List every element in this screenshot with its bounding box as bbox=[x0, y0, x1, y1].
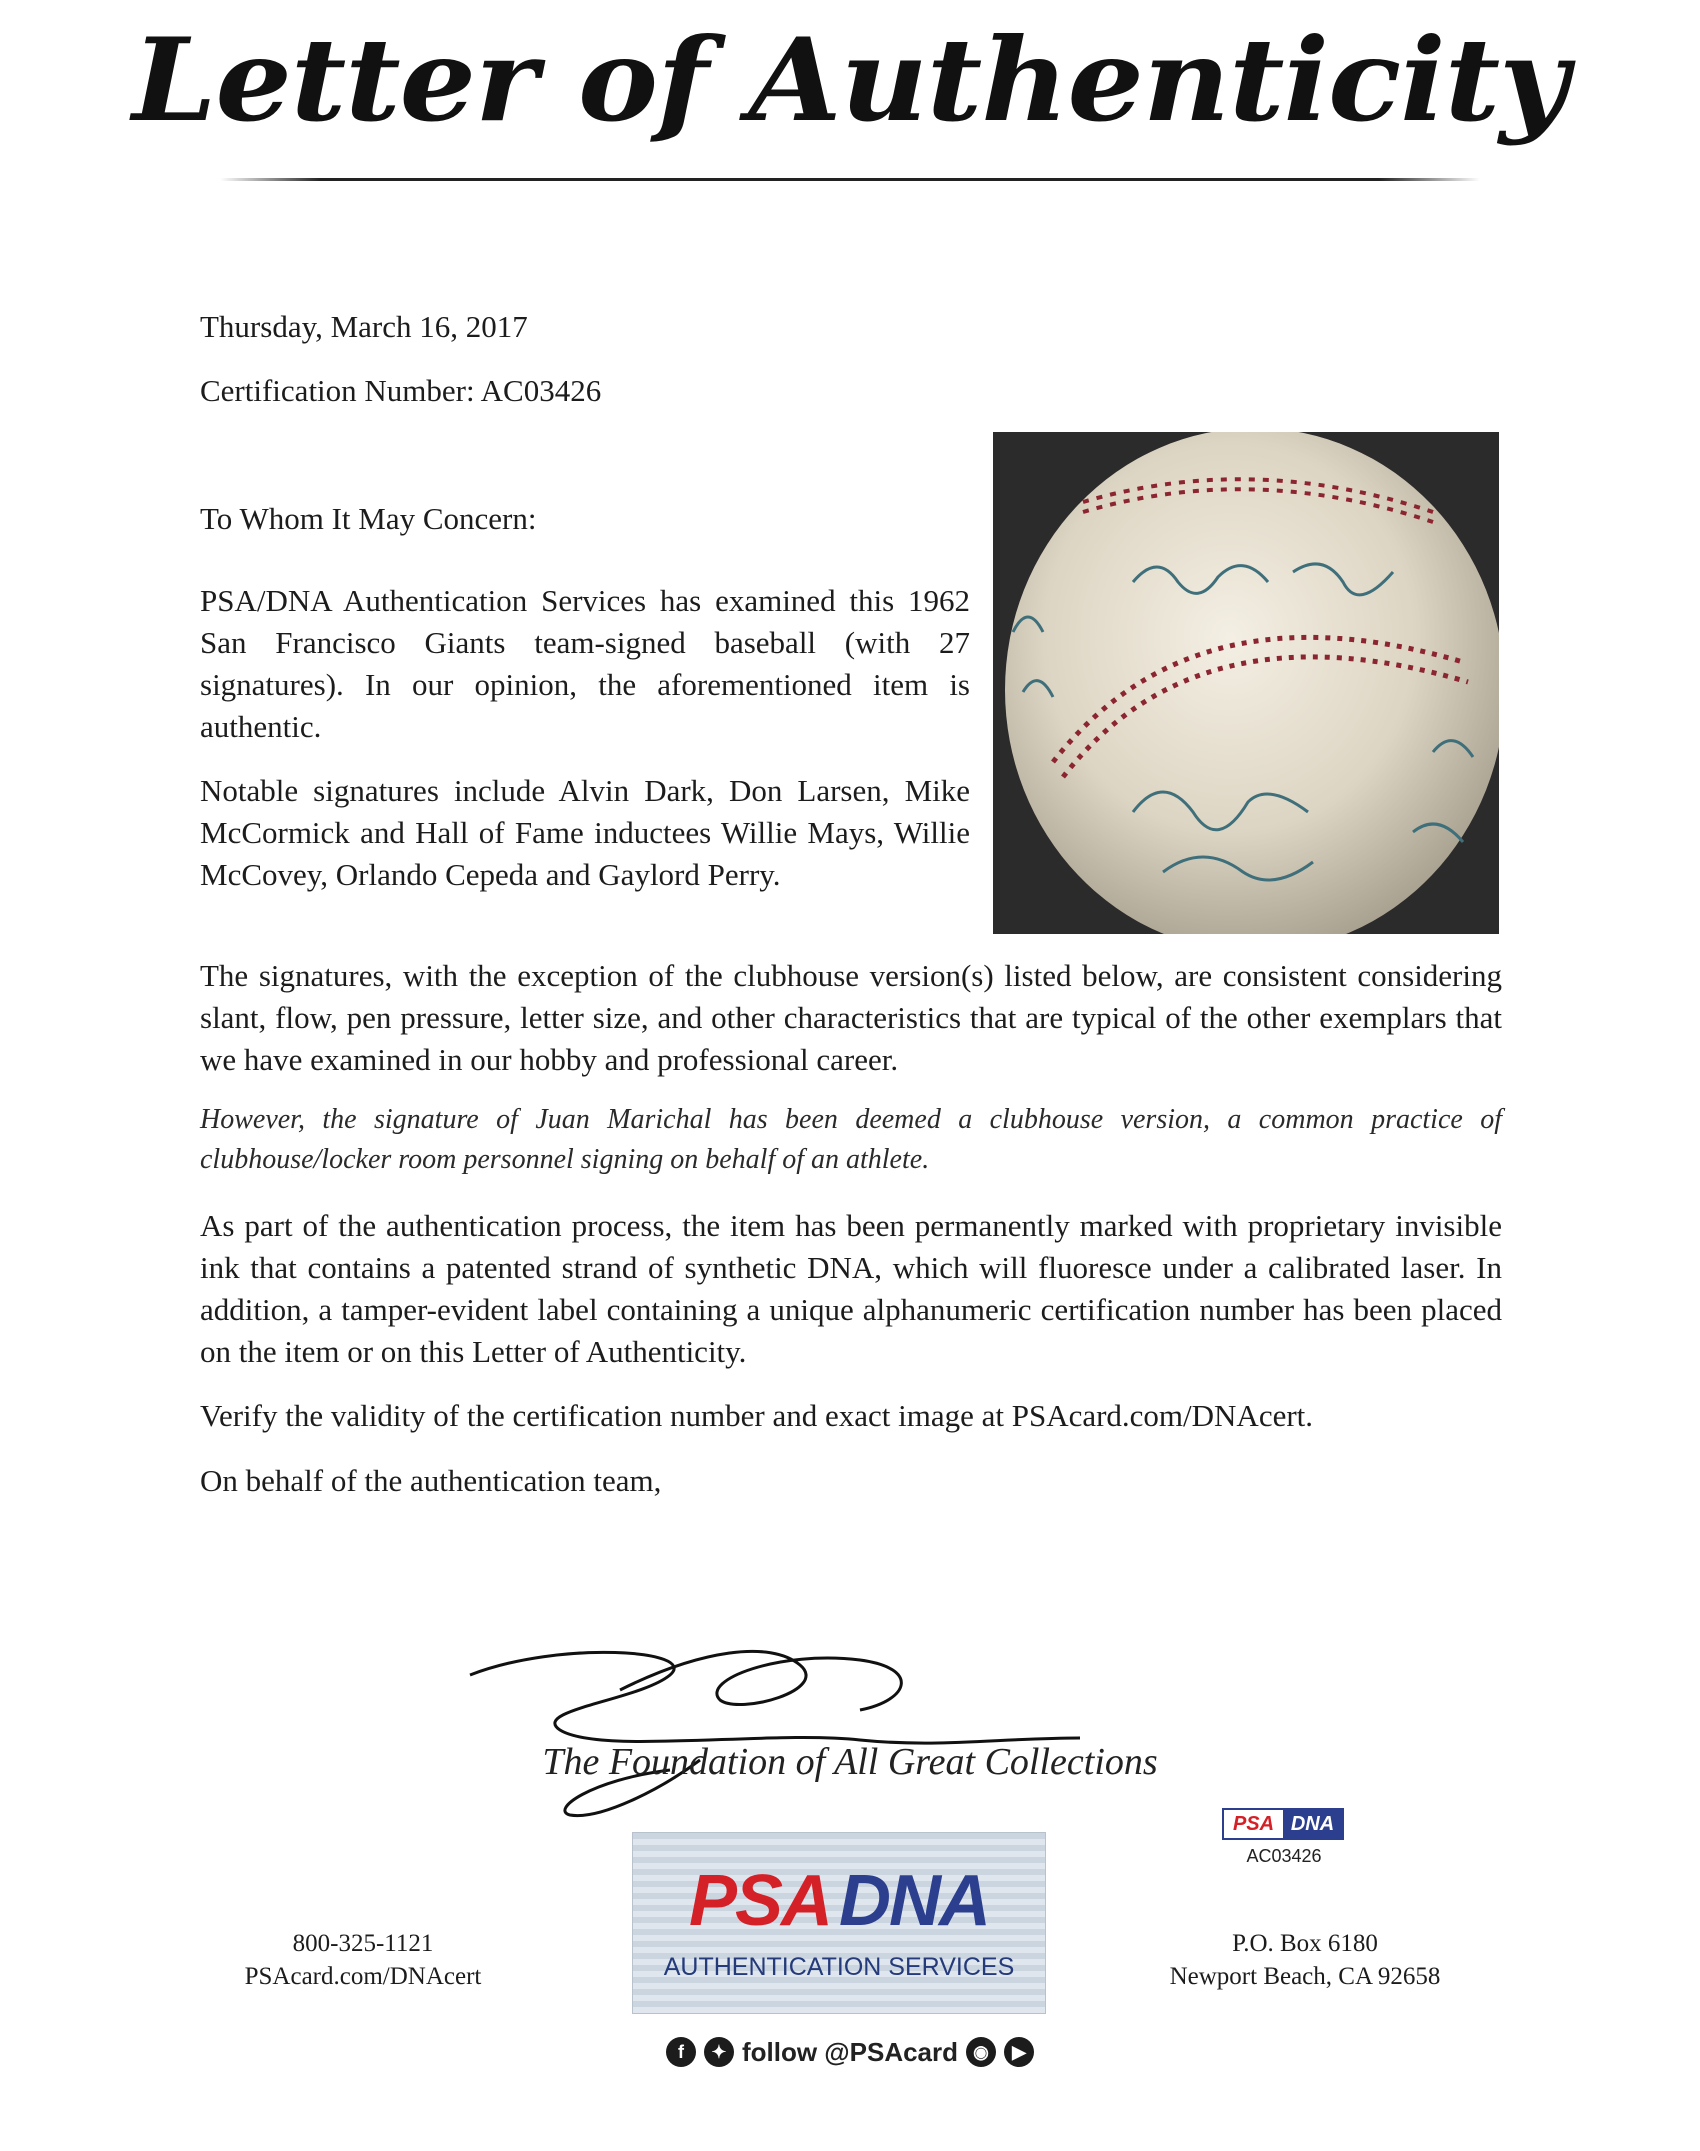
paragraph-consistency: The signatures, with the exception of the clubhouse version(s) listed below, are consistent considering slant, flow, pen pressure, letter size, and other characteristics that are typical of the other exemplars that we have examined in our hobby and professional career. bbox=[200, 958, 1502, 1077]
hologram-subtitle: AUTHENTICATION SERVICES bbox=[663, 1953, 1015, 1981]
psa-logo-text: PSA bbox=[688, 1861, 832, 1941]
title-underline bbox=[220, 178, 1480, 181]
footer-phone: 800-325-1121 bbox=[292, 1930, 434, 1957]
footer-address bbox=[1155, 1927, 1455, 1993]
facebook-icon: f bbox=[666, 2037, 696, 2067]
handwritten-signature bbox=[440, 1620, 1140, 1840]
footer-city: Newport Beach, CA 92658 bbox=[1169, 1963, 1441, 1990]
certification-sticker bbox=[1222, 1808, 1346, 1868]
paragraph-verify: Verify the validity of the certification number and exact image at PSAcard.com/DNAcert. bbox=[200, 1398, 1314, 1433]
social-handle: follow @PSAcard bbox=[741, 2036, 959, 2067]
youtube-icon: ▶ bbox=[1004, 2037, 1034, 2067]
sticker-logo bbox=[1222, 1808, 1344, 1840]
sticker-number: AC03426 bbox=[1246, 1846, 1322, 1866]
instagram-icon: ◉ bbox=[966, 2037, 996, 2067]
sticker-psa: PSA bbox=[1224, 1810, 1283, 1838]
sticker-dna: DNA bbox=[1283, 1810, 1342, 1838]
certification-number: Certification Number: AC03426 bbox=[200, 373, 602, 408]
paragraph-examination: PSA/DNA Authentication Services has examined this 1962 San Francisco Giants team-signed baseball (with 27 signatures). In our opinion, the aforementioned item is authentic. bbox=[200, 583, 970, 744]
tagline: The Foundation of All Great Collections bbox=[542, 1741, 1158, 1783]
social-follow bbox=[640, 2030, 1060, 2074]
baseball-photo bbox=[993, 432, 1499, 934]
footer-contact bbox=[238, 1927, 488, 1993]
psa-dna-logo bbox=[683, 1861, 995, 1941]
letter-title: Letter of Authenticity bbox=[132, 13, 1568, 148]
salutation: To Whom It May Concern: bbox=[200, 501, 537, 536]
paragraph-dna-process: As part of the authentication process, the item has been permanently marked with proprietary invisible ink that contains a patented strand of synthetic DNA, which will fluoresce under a calibrated laser. In addition, a tamper-evident label containing a unique alphanumeric certification number has been placed on the item or on this Letter of Authenticity. bbox=[200, 1208, 1502, 1369]
baseball-image bbox=[993, 432, 1499, 934]
letter-date: Thursday, March 16, 2017 bbox=[200, 309, 528, 344]
footer-po-box: P.O. Box 6180 bbox=[1232, 1930, 1378, 1957]
paragraph-notable-signatures: Notable signatures include Alvin Dark, Don Larsen, Mike McCormick and Hall of Fame inductees Willie Mays, Willie McCovey, Orlando Cepeda and Gaylord Perry. bbox=[200, 773, 970, 892]
paragraph-clubhouse-exception: However, the signature of Juan Marichal has been deemed a clubhouse version, a common practice of clubhouse/locker room personnel signing on behalf of an athlete. bbox=[200, 1104, 1502, 1175]
psa-dna-hologram bbox=[632, 1832, 1046, 2014]
footer-website: PSAcard.com/DNAcert bbox=[244, 1963, 482, 1990]
closing-line: On behalf of the authentication team, bbox=[200, 1463, 662, 1498]
twitter-icon: ✦ bbox=[704, 2037, 734, 2067]
dna-logo-text: DNA bbox=[839, 1861, 990, 1941]
